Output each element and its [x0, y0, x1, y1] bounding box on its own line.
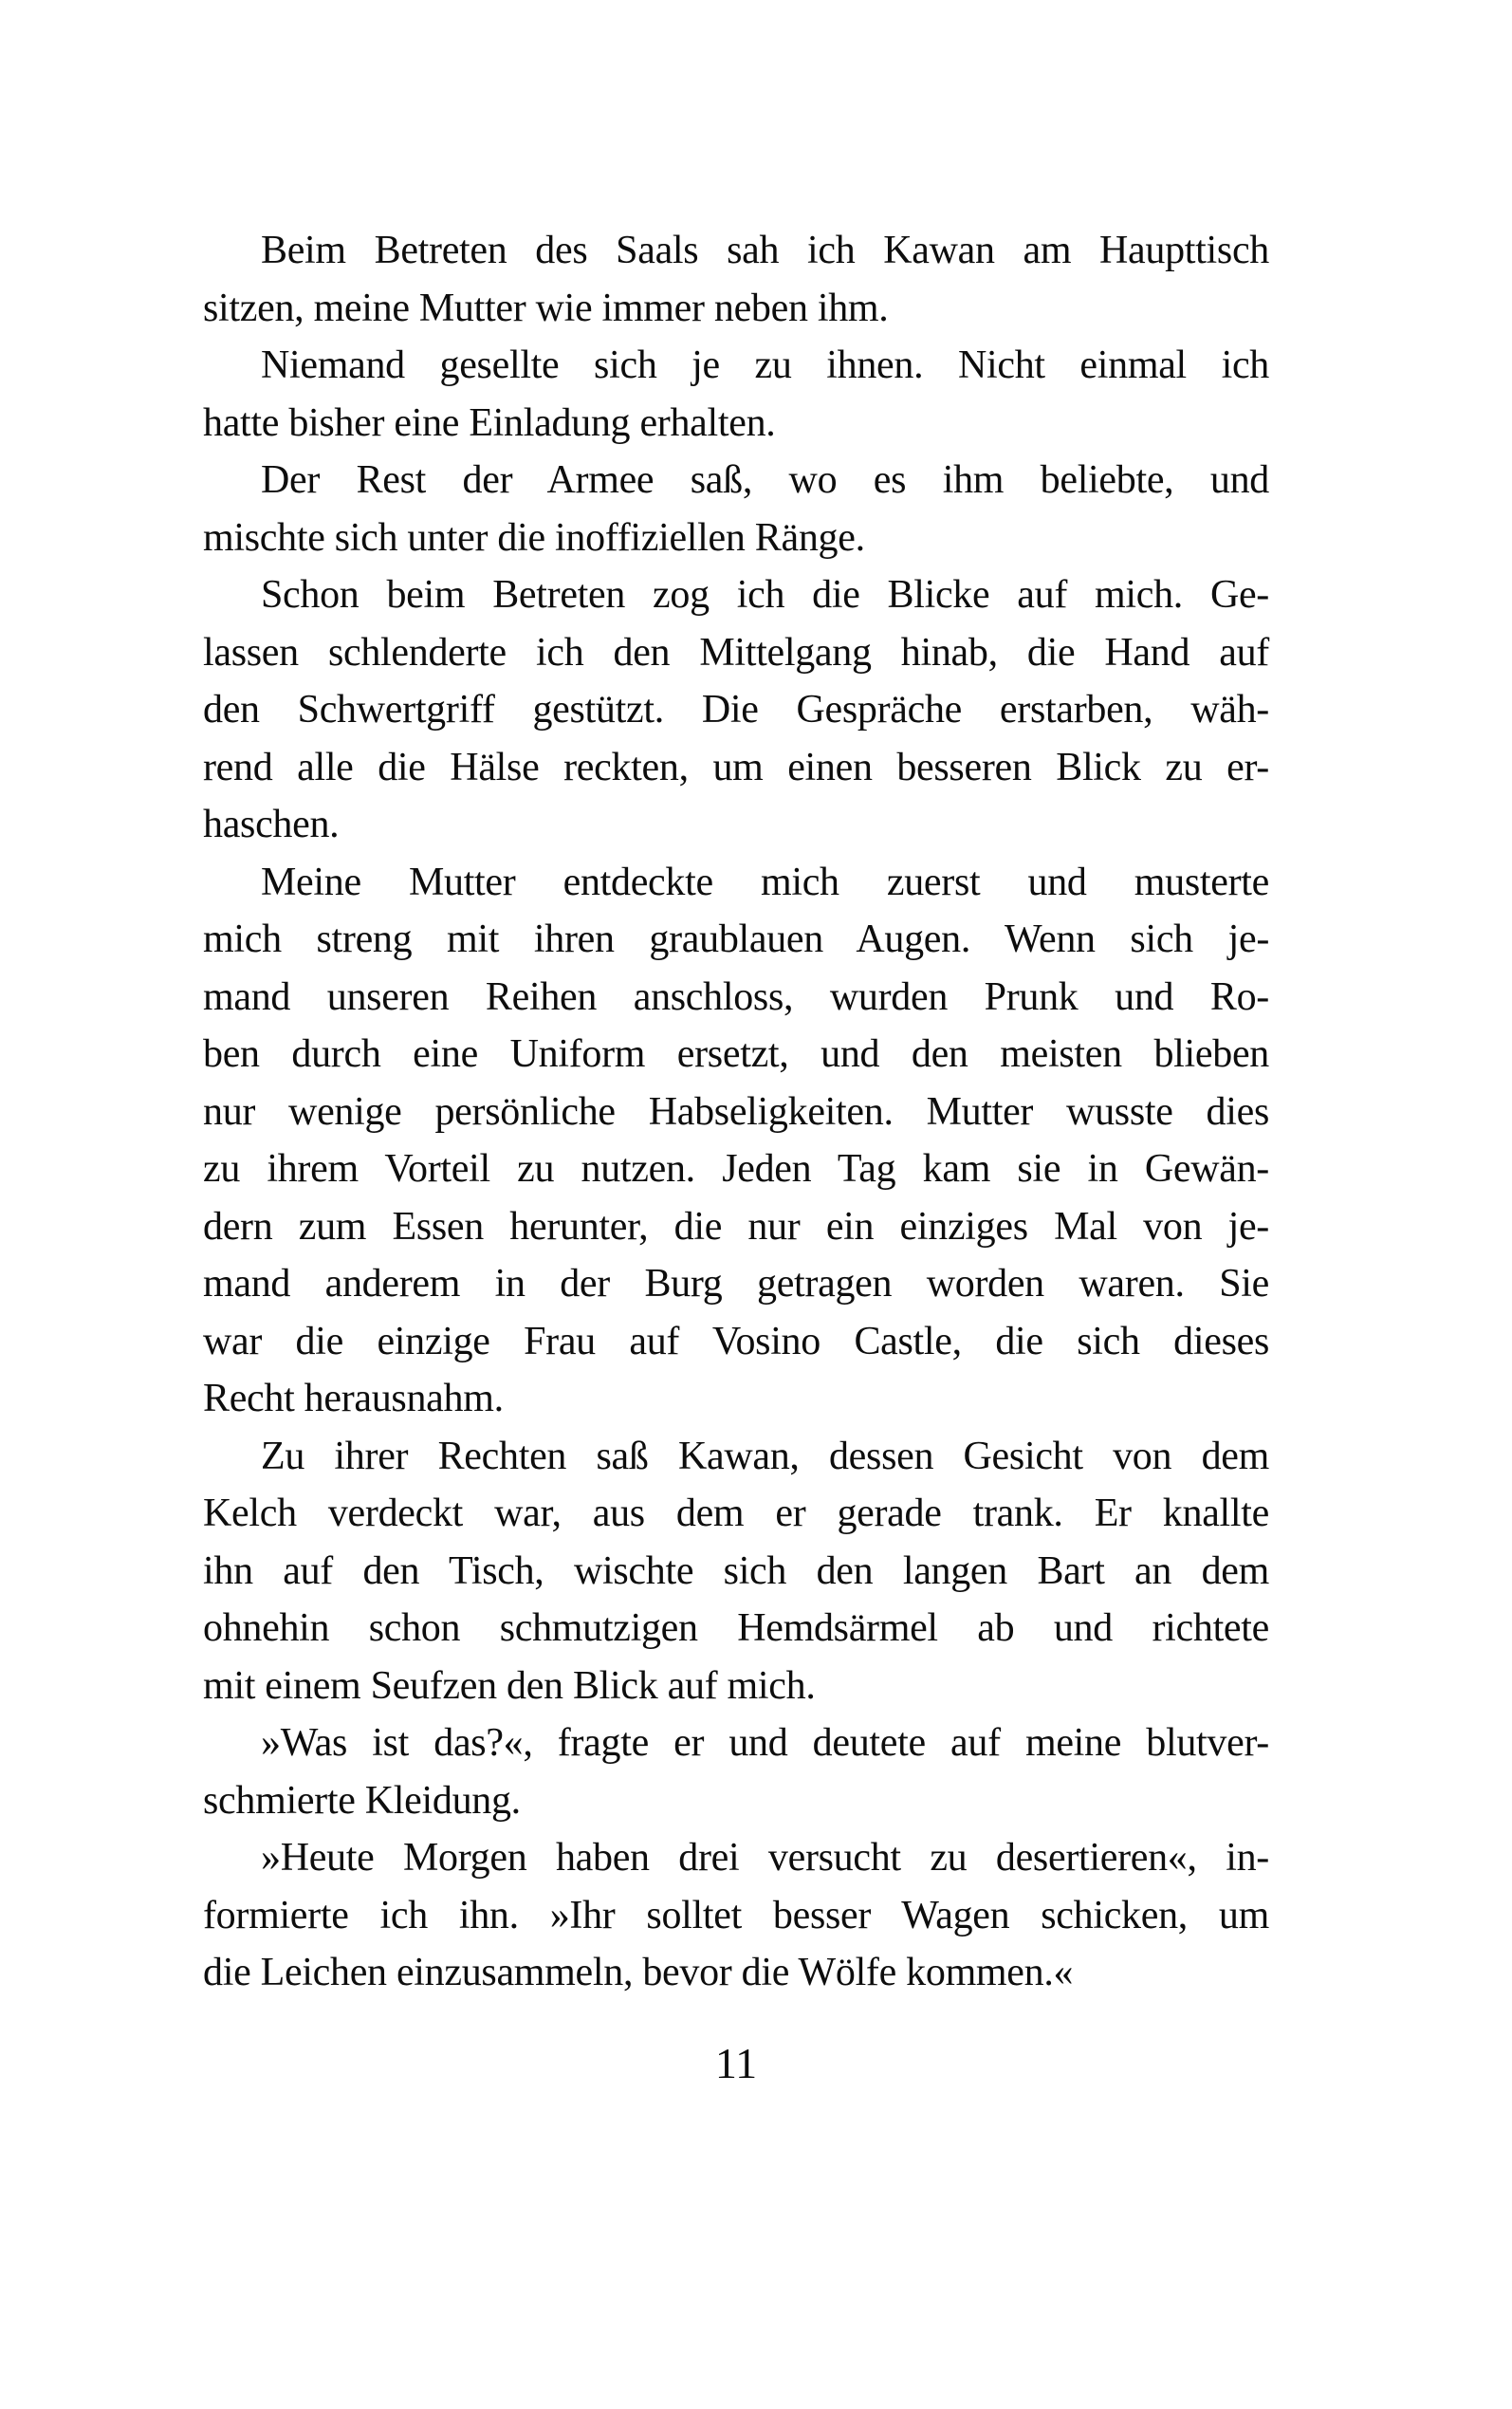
text-line: den Schwertgriff gestützt. Die Gespräche erstarben, wäh-: [203, 688, 1269, 732]
text-line: war die einzige Frau auf Vosino Castle, die sich dieses: [203, 1319, 1269, 1363]
text-line: Meine Mutter entdeckte mich zuerst und musterte: [261, 860, 1269, 904]
text-line: ohnehin schon schmutzigen Hemdsärmel ab und richtete: [203, 1606, 1269, 1650]
page-number: 11: [714, 2039, 758, 2087]
text-line: nur wenige persönliche Habseligkeiten. Mutter wusste dies: [203, 1089, 1269, 1134]
text-line: mischte sich unter die inoffiziellen Ränge.: [203, 515, 865, 560]
text-line: Schon beim Betreten zog ich die Blicke auf mich. Ge-: [261, 573, 1269, 617]
text-line: Recht herausnahm.: [203, 1377, 504, 1420]
text-line: die Leichen einzusammeln, bevor die Wölfe kommen.«: [203, 1951, 1074, 1994]
paragraph: [203, 566, 1269, 854]
paragraph: [203, 452, 1269, 566]
text-line: mit einem Seufzen den Blick auf mich.: [203, 1663, 816, 1708]
text-line: Der Rest der Armee saß, wo es ihm beliebte, und: [261, 458, 1269, 502]
text-line: haschen.: [203, 803, 340, 846]
text-line: Beim Betreten des Saals sah ich Kawan am Haupttisch: [261, 229, 1269, 272]
paragraph: [203, 854, 1269, 1428]
text-line: »Was ist das?«, fragte er und deutete auf meine blutver-: [261, 1721, 1269, 1765]
text-line: zu ihrem Vorteil zu nutzen. Jeden Tag kam sie in Gewän-: [203, 1147, 1269, 1191]
text-line: rend alle die Hälse reckten, um einen besseren Blick zu er-: [203, 745, 1269, 789]
page-text: [203, 222, 1269, 2002]
paragraph: [203, 1428, 1269, 1715]
text-line: formierte ich ihn. »Ihr solltet besser Wagen schicken, um: [203, 1893, 1269, 1937]
text-line: sitzen, meine Mutter wie immer neben ihm.: [203, 286, 889, 330]
paragraph: [203, 1829, 1269, 2002]
text-line: ihn auf den Tisch, wischte sich den langen Bart an dem: [203, 1548, 1269, 1593]
text-line: schmierte Kleidung.: [203, 1778, 521, 1823]
text-line: mand anderem in der Burg getragen worden waren. Sie: [203, 1262, 1269, 1306]
paragraph: [203, 1714, 1269, 1829]
paragraph: [203, 222, 1269, 337]
text-line: »Heute Morgen haben drei versucht zu desertieren«, in-: [261, 1836, 1269, 1880]
text-line: Kelch verdeckt war, aus dem er gerade trank. Er knallte: [203, 1492, 1269, 1535]
paragraph: [203, 337, 1269, 452]
text-line: Niemand gesellte sich je zu ihnen. Nicht einmal ich: [261, 343, 1269, 387]
text-line: Zu ihrer Rechten saß Kawan, dessen Gesicht von dem: [261, 1434, 1269, 1478]
text-line: lassen schlenderte ich den Mittelgang hinab, die Hand auf: [203, 630, 1269, 675]
text-line: mich streng mit ihren graublauen Augen. Wenn sich je-: [203, 917, 1269, 961]
text-line: ben durch eine Uniform ersetzt, und den meisten blieben: [203, 1032, 1269, 1076]
text-line: dern zum Essen herunter, die nur ein einziges Mal von je-: [203, 1204, 1269, 1249]
text-line: hatte bisher eine Einladung erhalten.: [203, 400, 776, 445]
text-line: mand unseren Reihen anschloss, wurden Prunk und Ro-: [203, 974, 1269, 1019]
